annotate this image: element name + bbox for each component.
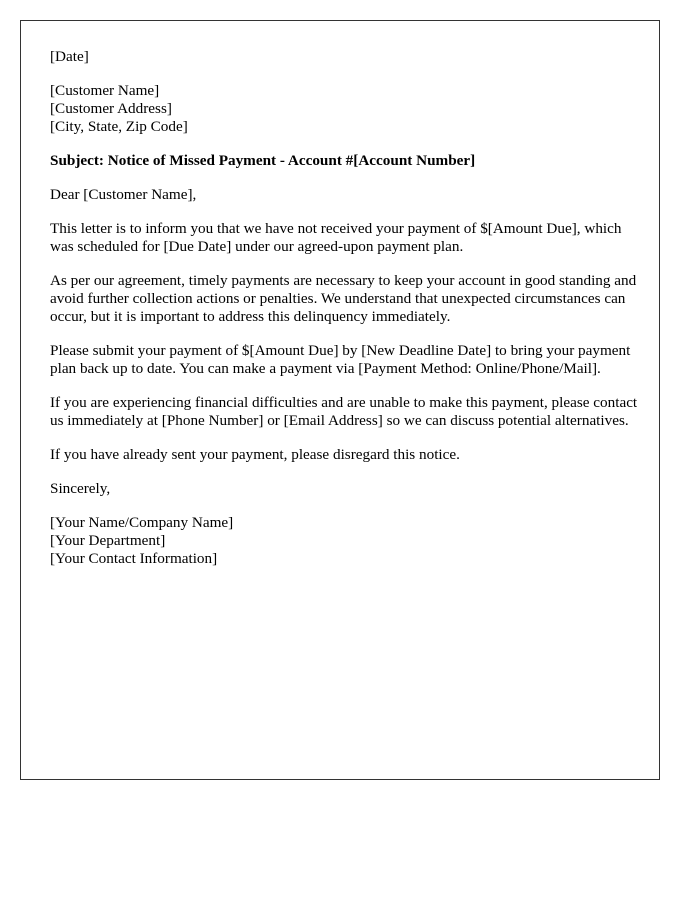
paragraph-payment-request <box>50 342 640 378</box>
letter-date: [Date] <box>50 48 89 65</box>
recipient-address <box>50 82 640 136</box>
paragraph-difficulties <box>50 394 640 430</box>
salutation <box>50 186 640 204</box>
paragraph-text: As per our agreement, timely payments are necessary to keep your account in good standing and avoid further collection actions or penalties. We understand that unexpected circumstances can occur, but it is important to address this delinquency immediately. <box>50 272 637 325</box>
paragraph-notice <box>50 220 640 256</box>
recipient-city-state-zip: [City, State, Zip Code] <box>50 118 188 135</box>
paragraph-text: If you are experiencing financial difficulties and are unable to make this payment, please contact us immediately at [Phone Number] or [Email Address] so we can discuss potential alternatives. <box>50 394 638 429</box>
letter-frame <box>20 20 660 780</box>
paragraph-agreement <box>50 272 640 326</box>
letter-body <box>50 48 640 584</box>
paragraph-text: If you have already sent your payment, please disregard this notice. <box>50 446 460 463</box>
signature-name: [Your Name/Company Name] <box>50 514 234 531</box>
signature-contact: [Your Contact Information] <box>50 550 218 567</box>
recipient-street-address: [Customer Address] <box>50 100 172 117</box>
closing <box>50 480 640 498</box>
signature-department: [Your Department] <box>50 532 166 549</box>
subject-line <box>50 152 640 170</box>
subject-text: Subject: Notice of Missed Payment - Account #[Account Number] <box>50 152 476 169</box>
recipient-name: [Customer Name] <box>50 82 160 99</box>
paragraph-disregard <box>50 446 640 464</box>
signature-block <box>50 514 640 568</box>
salutation-text: Dear [Customer Name], <box>50 186 197 203</box>
closing-text: Sincerely, <box>50 480 111 497</box>
paragraph-text: This letter is to inform you that we have not received your payment of $[Amount Due], which was scheduled for [Due Date] under our agreed-upon payment plan. <box>50 220 622 255</box>
date-block <box>50 48 640 66</box>
paragraph-text: Please submit your payment of $[Amount Due] by [New Deadline Date] to bring your payment plan back up to date. You can make a payment via [Payment Method: Online/Phone/Mail]. <box>50 342 631 377</box>
